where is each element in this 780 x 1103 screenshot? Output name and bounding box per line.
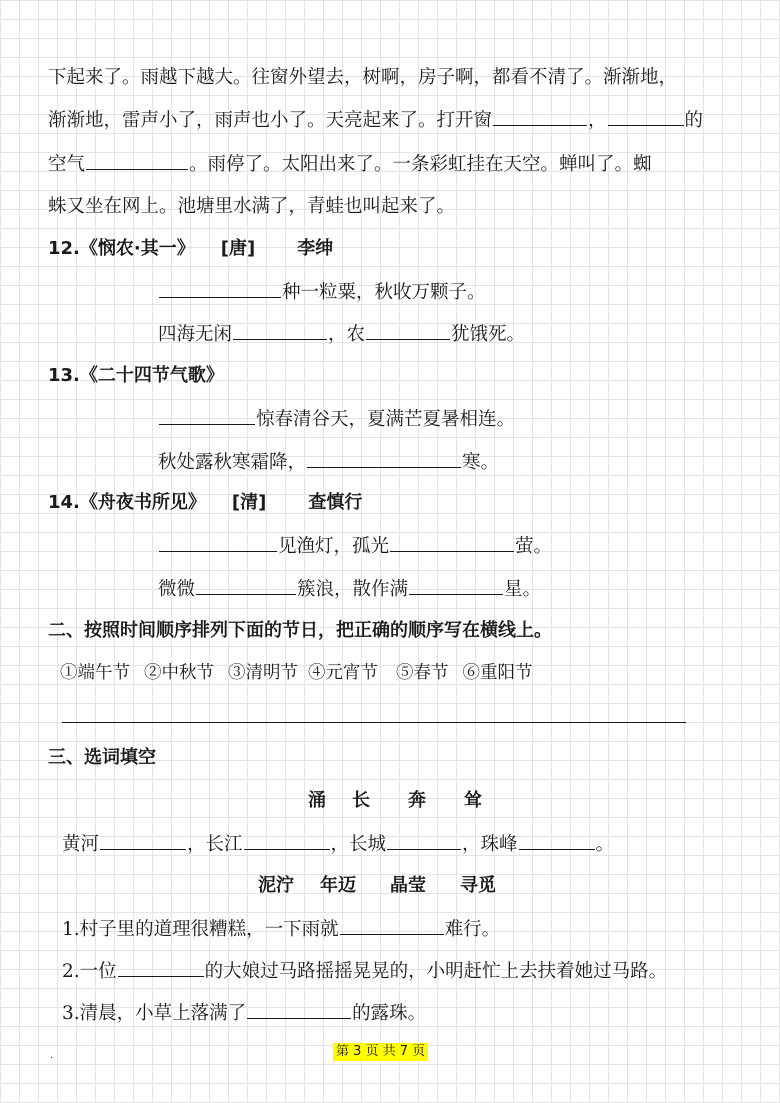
- poem-text: 见渔灯，孤光: [278, 536, 390, 557]
- answer-blank[interactable]: [247, 1000, 351, 1019]
- fill-text: 。: [595, 834, 615, 855]
- poem-text: 簇浪，散作满: [297, 579, 409, 600]
- word-option: 长: [352, 790, 370, 811]
- answer-blank[interactable]: [196, 576, 296, 595]
- answer-blank[interactable]: [159, 406, 255, 425]
- poem-text: ，农: [328, 324, 366, 345]
- fill-text: 黄河: [62, 834, 100, 855]
- word-option: 年迈: [320, 875, 356, 896]
- festival-item: ④元宵节: [308, 663, 378, 683]
- section3-heading: [48, 746, 156, 770]
- answer-blank[interactable]: [493, 107, 587, 126]
- answer-blank[interactable]: [519, 831, 595, 850]
- answer-blank[interactable]: [387, 831, 461, 850]
- festival-item: ⑤春节: [396, 663, 449, 683]
- answer-blank[interactable]: [159, 279, 281, 298]
- poem-title: 12.《悯农·其一》: [48, 238, 195, 259]
- poem-text: 惊春清谷天，夏满芒夏暑相连。: [256, 409, 516, 430]
- footer-dot: .: [50, 1050, 54, 1061]
- word-bank-2: [258, 874, 496, 898]
- poem-text: 微微: [158, 579, 196, 600]
- poem12-heading: [48, 237, 333, 261]
- story-line-2: [48, 107, 703, 133]
- story-line-3: [48, 151, 652, 177]
- answer-blank[interactable]: [118, 958, 204, 977]
- story-text: 下起来了。雨越下越大。往窗外望去，树啊，房子啊，都看不清了。渐渐地，: [48, 67, 678, 88]
- story-text: 的: [684, 110, 704, 131]
- question-text: 的大娘过马路摇摇晃晃的，小明赶忙上去扶着她过马路。: [204, 961, 668, 982]
- answer-line[interactable]: [62, 722, 686, 723]
- question-1: [62, 916, 500, 942]
- story-text: ，: [588, 110, 607, 131]
- poem-text: 星。: [504, 579, 542, 600]
- answer-blank[interactable]: [390, 533, 514, 552]
- poem12-line-2: [158, 321, 525, 347]
- question-text: 的露珠。: [352, 1003, 427, 1024]
- festival-item: ⑥重阳节: [462, 663, 533, 683]
- festival-item: ①端午节: [60, 663, 130, 683]
- story-text: 渐渐地，雷声小了，雨声也小了。天亮起来了。打开窗: [48, 110, 493, 131]
- poem13-line-1: [158, 406, 515, 432]
- word-option: 耸: [464, 790, 482, 811]
- story-text: 空气: [48, 154, 86, 175]
- question-text: 难行。: [444, 919, 501, 940]
- answer-blank[interactable]: [233, 321, 327, 340]
- question-3: [62, 1000, 426, 1026]
- answer-blank[interactable]: [608, 107, 684, 126]
- festival-list: [60, 661, 533, 685]
- answer-blank[interactable]: [409, 576, 503, 595]
- section-title: 三、选词填空: [48, 747, 156, 768]
- word-option: 泥泞: [258, 875, 294, 896]
- answer-blank[interactable]: [307, 449, 461, 468]
- poem-title: 13.《二十四节气歌》: [48, 365, 224, 386]
- poem-text: 种一粒粟，秋收万颗子。: [282, 282, 486, 303]
- poem13-heading: [48, 364, 224, 388]
- poem-text: 犹饿死。: [451, 324, 526, 345]
- poem12-line-1: [158, 279, 486, 305]
- page-number: 第 3 页 共 7 页: [333, 1043, 428, 1061]
- poem-text: 秋处露秋寒霜降，: [158, 452, 307, 473]
- question-text: 1.村子里的道理很糟糕，一下雨就: [62, 919, 339, 940]
- fill-text: ，长城: [330, 834, 387, 855]
- poem-dynasty: [唐]: [220, 238, 256, 259]
- poem14-line-1: [158, 533, 552, 559]
- poem-title: 14.《舟夜书所见》: [48, 492, 206, 513]
- festival-item: ③清明节: [228, 663, 298, 683]
- word-option: 涌: [308, 790, 326, 811]
- poem-author: 李绅: [297, 238, 334, 259]
- poem-text: 寒。: [462, 452, 500, 473]
- answer-blank[interactable]: [366, 321, 450, 340]
- poem-author: 查慎行: [308, 492, 363, 513]
- answer-blank[interactable]: [244, 831, 330, 850]
- fill-text: ，珠峰: [462, 834, 518, 855]
- word-option: 奔: [408, 790, 426, 811]
- question-text: 2.一位: [62, 961, 117, 982]
- poem13-line-2: [158, 449, 499, 475]
- fill-line-1: [62, 831, 614, 857]
- festival-item: ②中秋节: [144, 663, 214, 683]
- poem14-heading: [48, 491, 362, 515]
- story-line-4: [48, 195, 455, 219]
- poem-dynasty: [清]: [231, 492, 267, 513]
- poem14-line-2: [158, 576, 541, 602]
- answer-blank[interactable]: [100, 831, 186, 850]
- answer-blank[interactable]: [340, 916, 444, 935]
- word-bank-1: [308, 789, 482, 813]
- poem-text: 萤。: [515, 536, 553, 557]
- story-text: 。雨停了。太阳出来了。一条彩虹挂在天空。蝉叫了。蜘: [189, 154, 652, 175]
- fill-text: ，长江: [187, 834, 243, 855]
- question-text: 3.清晨，小草上落满了: [62, 1003, 247, 1024]
- poem-text: 四海无闲: [158, 324, 233, 345]
- answer-blank[interactable]: [86, 151, 188, 170]
- word-option: 寻觅: [460, 875, 496, 896]
- word-option: 晶莹: [390, 875, 426, 896]
- section-title: 二、按照时间顺序排列下面的节日，把正确的顺序写在横线上。: [48, 620, 552, 641]
- story-line-1: [48, 66, 677, 90]
- section2-heading: [48, 619, 552, 643]
- question-2: [62, 958, 667, 984]
- story-text: 蛛又坐在网上。池塘里水满了，青蛙也叫起来了。: [48, 196, 456, 217]
- answer-blank[interactable]: [159, 533, 277, 552]
